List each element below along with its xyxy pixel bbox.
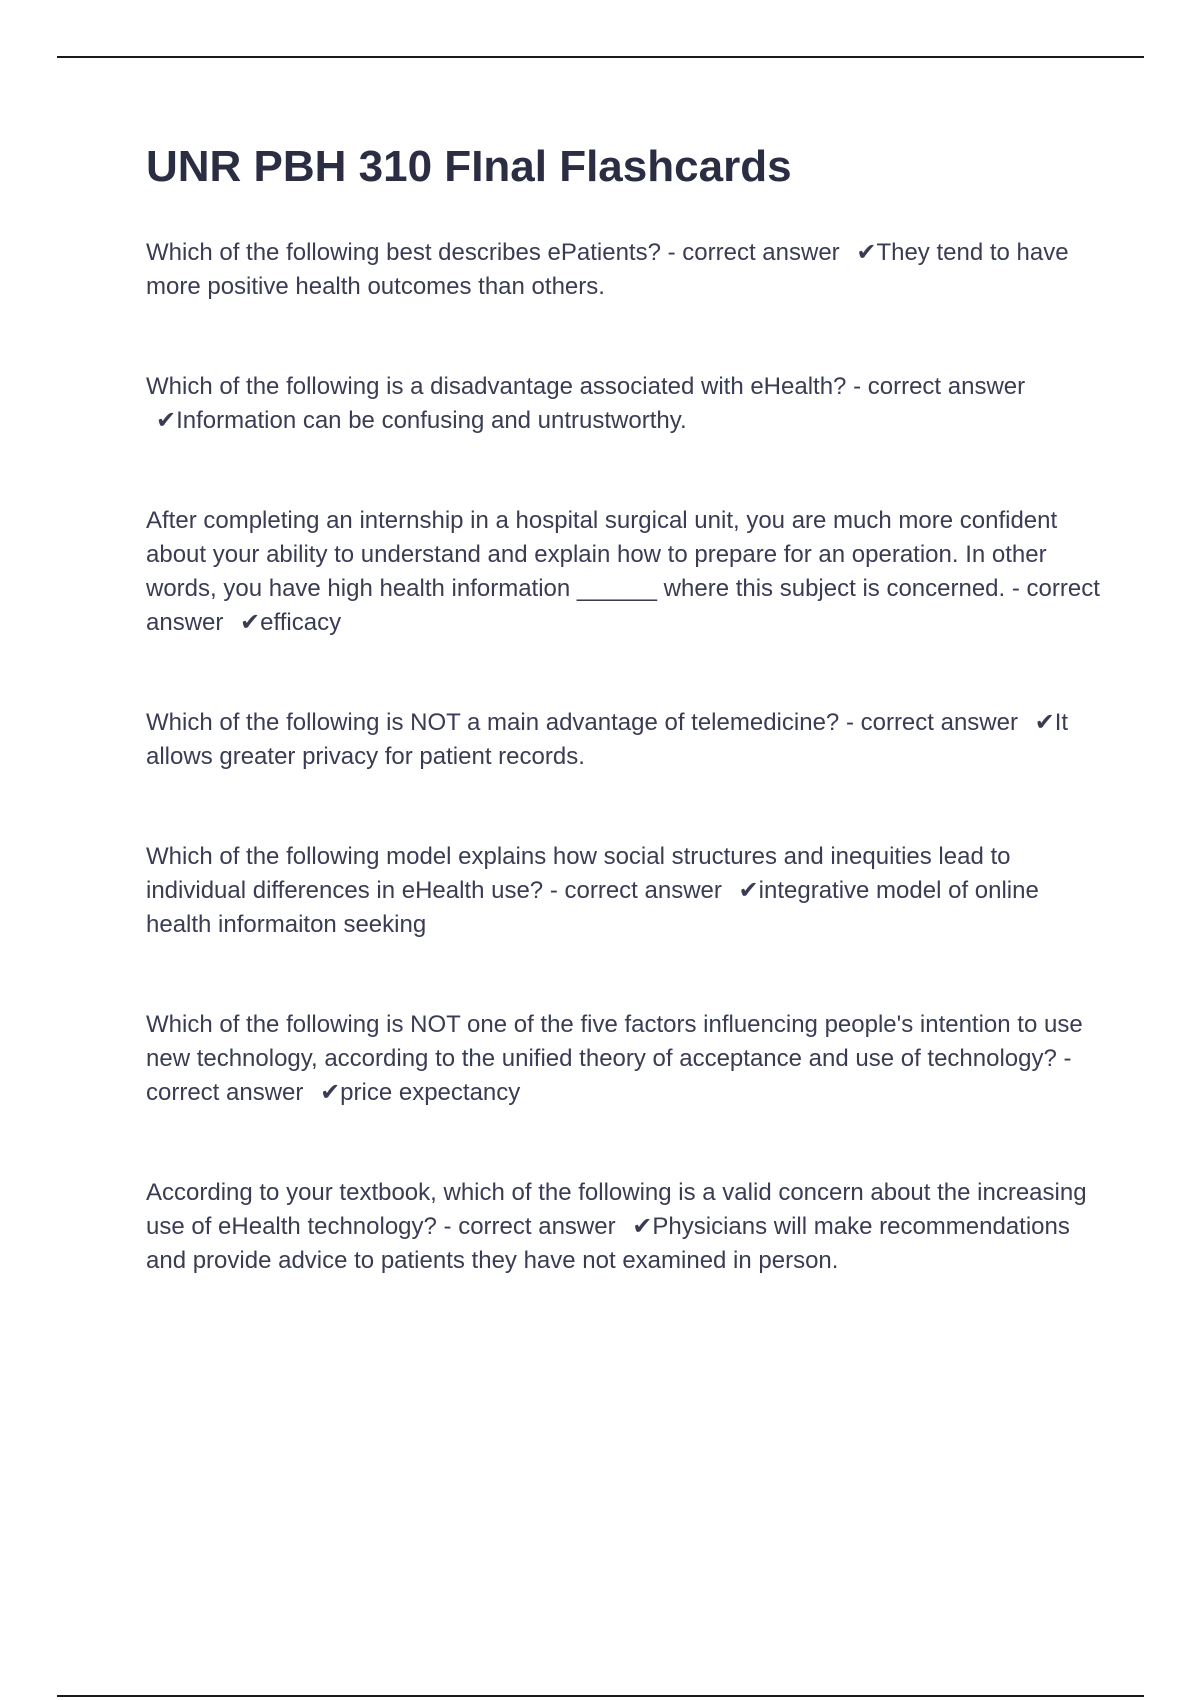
correct-answer-label: - correct answer: [146, 575, 1100, 636]
flashcard-answer: Information can be confusing and untrustworthy.: [176, 407, 687, 434]
flashcard-question: Which of the following is a disadvantage associated with eHealth?: [146, 373, 847, 400]
check-icon: ✔: [156, 407, 177, 434]
flashcard-question: Which of the following is NOT a main advantage of telemedicine?: [146, 709, 840, 736]
flashcard: [146, 840, 1101, 942]
check-icon: ✔: [632, 1213, 653, 1240]
flashcard: [146, 706, 1101, 774]
check-icon: ✔: [320, 1079, 341, 1106]
correct-answer-label: - correct answer: [443, 1213, 616, 1240]
bottom-rule: [57, 1695, 1144, 1697]
document-title: UNR PBH 310 FInal Flashcards: [146, 142, 792, 191]
flashcard-question: Which of the following best describes ePatients?: [146, 239, 661, 266]
flashcard-answer: They tend to have more positive health outcomes than others.: [146, 239, 1069, 300]
correct-answer-label: - correct answer: [667, 239, 840, 266]
flashcard: [146, 370, 1101, 438]
check-icon: ✔: [1034, 709, 1055, 736]
flashcard: [146, 1008, 1101, 1110]
check-icon: ✔: [738, 877, 759, 904]
flashcard-question: After completing an internship in a hospital surgical unit, you are much more confident about your ability to understand and explain how to prepare for an operation. In other words, you have high health information ______ where this subject is concerned.: [146, 507, 1058, 602]
flashcard-answer: price expectancy: [340, 1079, 521, 1106]
check-icon: ✔: [240, 609, 261, 636]
correct-answer-label: - correct answer: [853, 373, 1026, 400]
flashcard-answer: efficacy: [260, 609, 342, 636]
flashcard-question: Which of the following is NOT one of the five factors influencing people's intention to use new technology, according to the unified theory of acceptance and use of technology?: [146, 1011, 1083, 1072]
flashcard-answer: integrative model of online health informaiton seeking: [146, 877, 1039, 938]
correct-answer-label: - correct answer: [146, 1045, 1072, 1106]
flashcard: [146, 236, 1101, 304]
flashcard-list: [146, 236, 1101, 1278]
check-icon: ✔: [856, 239, 877, 266]
flashcard-question: Which of the following model explains how social structures and inequities lead to individual differences in eHealth use?: [146, 843, 1011, 904]
flashcard: [146, 1176, 1101, 1278]
flashcard-question: According to your textbook, which of the following is a valid concern about the increasing use of eHealth technology?: [146, 1179, 1087, 1240]
flashcard-answer: It allows greater privacy for patient records.: [146, 709, 1069, 770]
flashcard-answer: Physicians will make recommendations and provide advice to patients they have not examined in person.: [146, 1213, 1070, 1274]
flashcard: [146, 504, 1101, 640]
top-rule: [57, 56, 1144, 58]
correct-answer-label: - correct answer: [549, 877, 722, 904]
correct-answer-label: - correct answer: [845, 709, 1018, 736]
page-content: [146, 140, 1101, 1344]
